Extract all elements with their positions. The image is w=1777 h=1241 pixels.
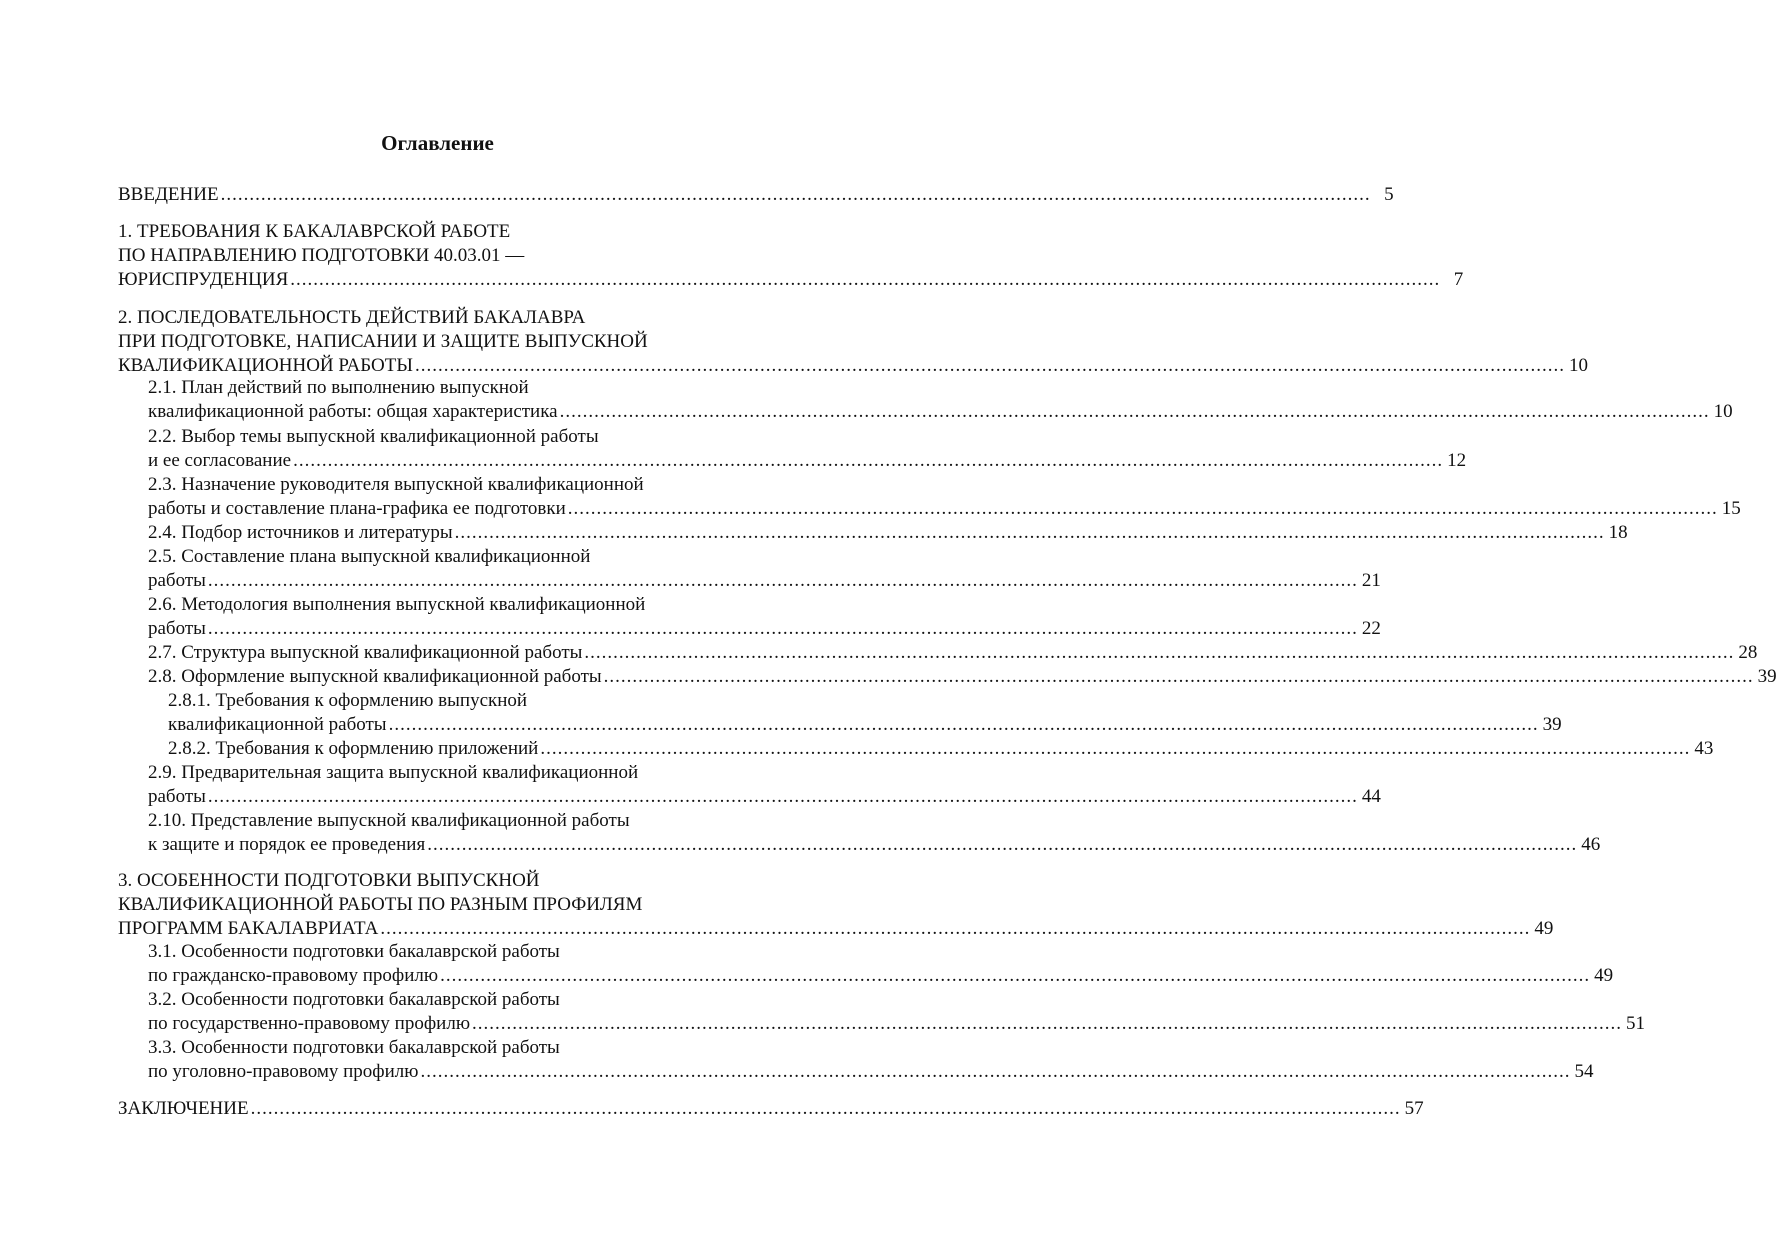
toc-entry-last-line	[148, 964, 1614, 988]
toc-entry-last-line	[148, 833, 1601, 857]
toc-entry-last-line	[148, 521, 1628, 545]
toc-entry-text: работы	[148, 570, 206, 591]
toc-entry-last-line	[148, 785, 1381, 809]
toc-entry-line: 2.6. Методология выполнения выпускной квалификационной	[148, 594, 646, 615]
dot-leader: ........................................................................................................................................................................................................	[380, 918, 1531, 939]
toc-entry-last-line	[148, 400, 1733, 424]
dot-leader: ........................................................................................................................................................................................................	[250, 1098, 1401, 1119]
toc-entry-line: 2.10. Представление выпускной квалификационной работы	[148, 810, 630, 831]
toc-entry[interactable]	[148, 761, 1381, 809]
dot-leader: ........................................................................................................................................................................................................	[440, 965, 1591, 986]
toc-entry-text: 2.4. Подбор источников и литературы	[148, 522, 453, 543]
toc-entry[interactable]	[118, 306, 1588, 378]
toc-entry-text: КВАЛИФИКАЦИОННОЙ РАБОТЫ	[118, 355, 413, 376]
toc-entry-text: работы и составление плана-графика ее подготовки	[148, 498, 566, 519]
toc-entry-line: ПО НАПРАВЛЕНИЮ ПОДГОТОВКИ 40.03.01 —	[118, 245, 525, 266]
toc-entry[interactable]	[118, 869, 1554, 941]
toc-entry-text: и ее согласование	[148, 450, 292, 471]
toc-entry[interactable]	[148, 940, 1614, 988]
toc-page-number: 44	[1361, 786, 1381, 807]
toc-entry-text: квалификационной работы: общая характеристика	[148, 401, 558, 422]
toc-entry-last-line	[148, 617, 1381, 641]
toc-entry-text: ЗАКЛЮЧЕНИЕ	[118, 1098, 249, 1119]
toc-entry-text: по государственно-правовому профилю	[148, 1013, 471, 1034]
toc-entry-text: по гражданско-правовому профилю	[148, 965, 439, 986]
toc-entry-last-line	[168, 713, 1562, 737]
toc-entry[interactable]	[148, 988, 1646, 1036]
toc-entry-text: работы	[148, 786, 206, 807]
toc-page-number: 12	[1447, 450, 1467, 471]
toc-entry[interactable]	[148, 425, 1467, 473]
toc-page-number: 28	[1738, 642, 1758, 663]
toc-page-number: 49	[1534, 918, 1554, 939]
dot-leader: ........................................................................................................................................................................................................	[567, 498, 1718, 519]
toc-entry-line: 2.9. Предварительная защита выпускной квалификационной	[148, 762, 639, 783]
toc-entry-text: ПРОГРАММ БАКАЛАВРИАТА	[118, 918, 379, 939]
toc-entry[interactable]	[118, 220, 1464, 292]
dot-leader: ........................................................................................................................................................................................................	[472, 1013, 1623, 1034]
toc-page-number: 57	[1404, 1098, 1424, 1119]
toc-entry-text: к защите и порядок ее проведения	[148, 834, 426, 855]
toc-page-number: 46	[1581, 834, 1601, 855]
toc-entry[interactable]	[148, 376, 1733, 424]
toc-entry[interactable]	[148, 521, 1628, 545]
toc-entry-line: ПРИ ПОДГОТОВКЕ, НАПИСАНИИ И ЗАЩИТЕ ВЫПУСКНОЙ	[118, 331, 648, 352]
toc-entry-last-line	[118, 354, 1588, 378]
toc-entry[interactable]	[148, 593, 1381, 641]
toc-entry-text: 2.8. Оформление выпускной квалификационной работы	[148, 666, 602, 687]
toc-entry-line: 3.3. Особенности подготовки бакалаврской работы	[148, 1037, 560, 1058]
toc-page-number: 54	[1574, 1061, 1594, 1082]
dot-leader: ........................................................................................................................................................................................................	[293, 450, 1444, 471]
toc-entry-last-line	[118, 268, 1464, 292]
toc-entry-last-line	[148, 1060, 1594, 1084]
toc-entry-line: 2.8.1. Требования к оформлению выпускной	[168, 690, 528, 711]
toc-entry-text: 2.8.2. Требования к оформлению приложений	[168, 738, 539, 759]
toc-page-number: 18	[1608, 522, 1628, 543]
dot-leader: ........................................................................................................................................................................................................	[559, 401, 1710, 422]
toc-entry-line: КВАЛИФИКАЦИОННОЙ РАБОТЫ ПО РАЗНЫМ ПРОФИЛЯМ	[118, 894, 643, 915]
dot-leader: ........................................................................................................................................................................................................	[603, 666, 1754, 687]
toc-page-number: 7	[1453, 269, 1464, 290]
toc-entry-last-line	[148, 1012, 1646, 1036]
toc-entry-text: ЮРИСПРУДЕНЦИЯ	[118, 269, 289, 290]
toc-entry-line: 2.1. План действий по выполнению выпускной	[148, 377, 529, 398]
toc-page-number: 22	[1361, 618, 1381, 639]
toc-entry[interactable]	[118, 1097, 1424, 1121]
toc-page-number: 10	[1713, 401, 1733, 422]
toc-entry[interactable]	[148, 545, 1381, 593]
toc-entry-text: ВВЕДЕНИЕ	[118, 184, 219, 205]
dot-leader: ........................................................................................................................................................................................................	[540, 738, 1691, 759]
toc-entry-line: 2.3. Назначение руководителя выпускной квалификационной	[148, 474, 644, 495]
dot-leader: ........................................................................................................................................................................................................	[207, 786, 1358, 807]
toc-entry-last-line	[118, 917, 1554, 941]
toc-entry-line: 2.2. Выбор темы выпускной квалификационной работы	[148, 426, 599, 447]
toc-page-number: 5	[1384, 184, 1394, 205]
dot-leader: ........................................................................................................................................................................................................	[290, 269, 1441, 290]
dot-leader: ........................................................................................................................................................................................................	[584, 642, 1735, 663]
toc-entry-line: 3.1. Особенности подготовки бакалаврской работы	[148, 941, 560, 962]
toc-entry[interactable]	[118, 183, 1394, 207]
toc-page-number: 10	[1568, 355, 1588, 376]
toc-entry-line: 3.2. Особенности подготовки бакалаврской работы	[148, 989, 560, 1010]
toc-page-number: 51	[1626, 1013, 1646, 1034]
toc-entry[interactable]	[148, 665, 1777, 689]
toc-page-number: 39	[1757, 666, 1777, 687]
toc-entry[interactable]	[148, 809, 1601, 857]
toc-entry[interactable]	[168, 737, 1714, 761]
toc-entry-last-line	[118, 1097, 1424, 1121]
toc-entry-last-line	[148, 569, 1381, 593]
toc-entry-line: 2. ПОСЛЕДОВАТЕЛЬНОСТЬ ДЕЙСТВИЙ БАКАЛАВРА	[118, 307, 586, 328]
toc-entry-text: квалификационной работы	[168, 714, 387, 735]
toc-entry-last-line	[168, 737, 1714, 761]
toc-page-number: 15	[1721, 498, 1741, 519]
toc-entry-last-line	[148, 497, 1741, 521]
toc-entry[interactable]	[168, 689, 1562, 737]
toc-entry-last-line	[148, 665, 1777, 689]
toc-page-number: 39	[1542, 714, 1562, 735]
dot-leader: ........................................................................................................................................................................................................	[454, 522, 1605, 543]
toc-entry[interactable]	[148, 641, 1758, 665]
toc-entry-text: по уголовно-правовому профилю	[148, 1061, 419, 1082]
toc-entry[interactable]	[148, 1036, 1594, 1084]
toc-title: Оглавление	[381, 131, 494, 155]
dot-leader: ........................................................................................................................................................................................................	[414, 355, 1565, 376]
toc-entry-last-line	[118, 183, 1394, 207]
dot-leader: ........................................................................................................................................................................................................	[207, 618, 1358, 639]
dot-leader: ........................................................................................................................................................................................................	[427, 834, 1578, 855]
toc-entry-line: 3. ОСОБЕННОСТИ ПОДГОТОВКИ ВЫПУСКНОЙ	[118, 870, 540, 891]
toc-entry[interactable]	[148, 473, 1741, 521]
toc-entry-last-line	[148, 641, 1758, 665]
dot-leader: ........................................................................................................................................................................................................	[207, 570, 1358, 591]
toc-page-number: 21	[1361, 570, 1381, 591]
toc-page-number: 49	[1594, 965, 1614, 986]
toc-entry-last-line	[148, 449, 1467, 473]
toc-entry-text: 2.7. Структура выпускной квалификационной работы	[148, 642, 583, 663]
toc-entry-line: 1. ТРЕБОВАНИЯ К БАКАЛАВРСКОЙ РАБОТЕ	[118, 221, 511, 242]
toc-page-number: 43	[1694, 738, 1714, 759]
dot-leader: ........................................................................................................................................................................................................	[220, 184, 1371, 205]
dot-leader: ........................................................................................................................................................................................................	[420, 1061, 1571, 1082]
dot-leader: ........................................................................................................................................................................................................	[388, 714, 1539, 735]
toc-entry-text: работы	[148, 618, 206, 639]
toc-entry-line: 2.5. Составление плана выпускной квалификационной	[148, 546, 591, 567]
